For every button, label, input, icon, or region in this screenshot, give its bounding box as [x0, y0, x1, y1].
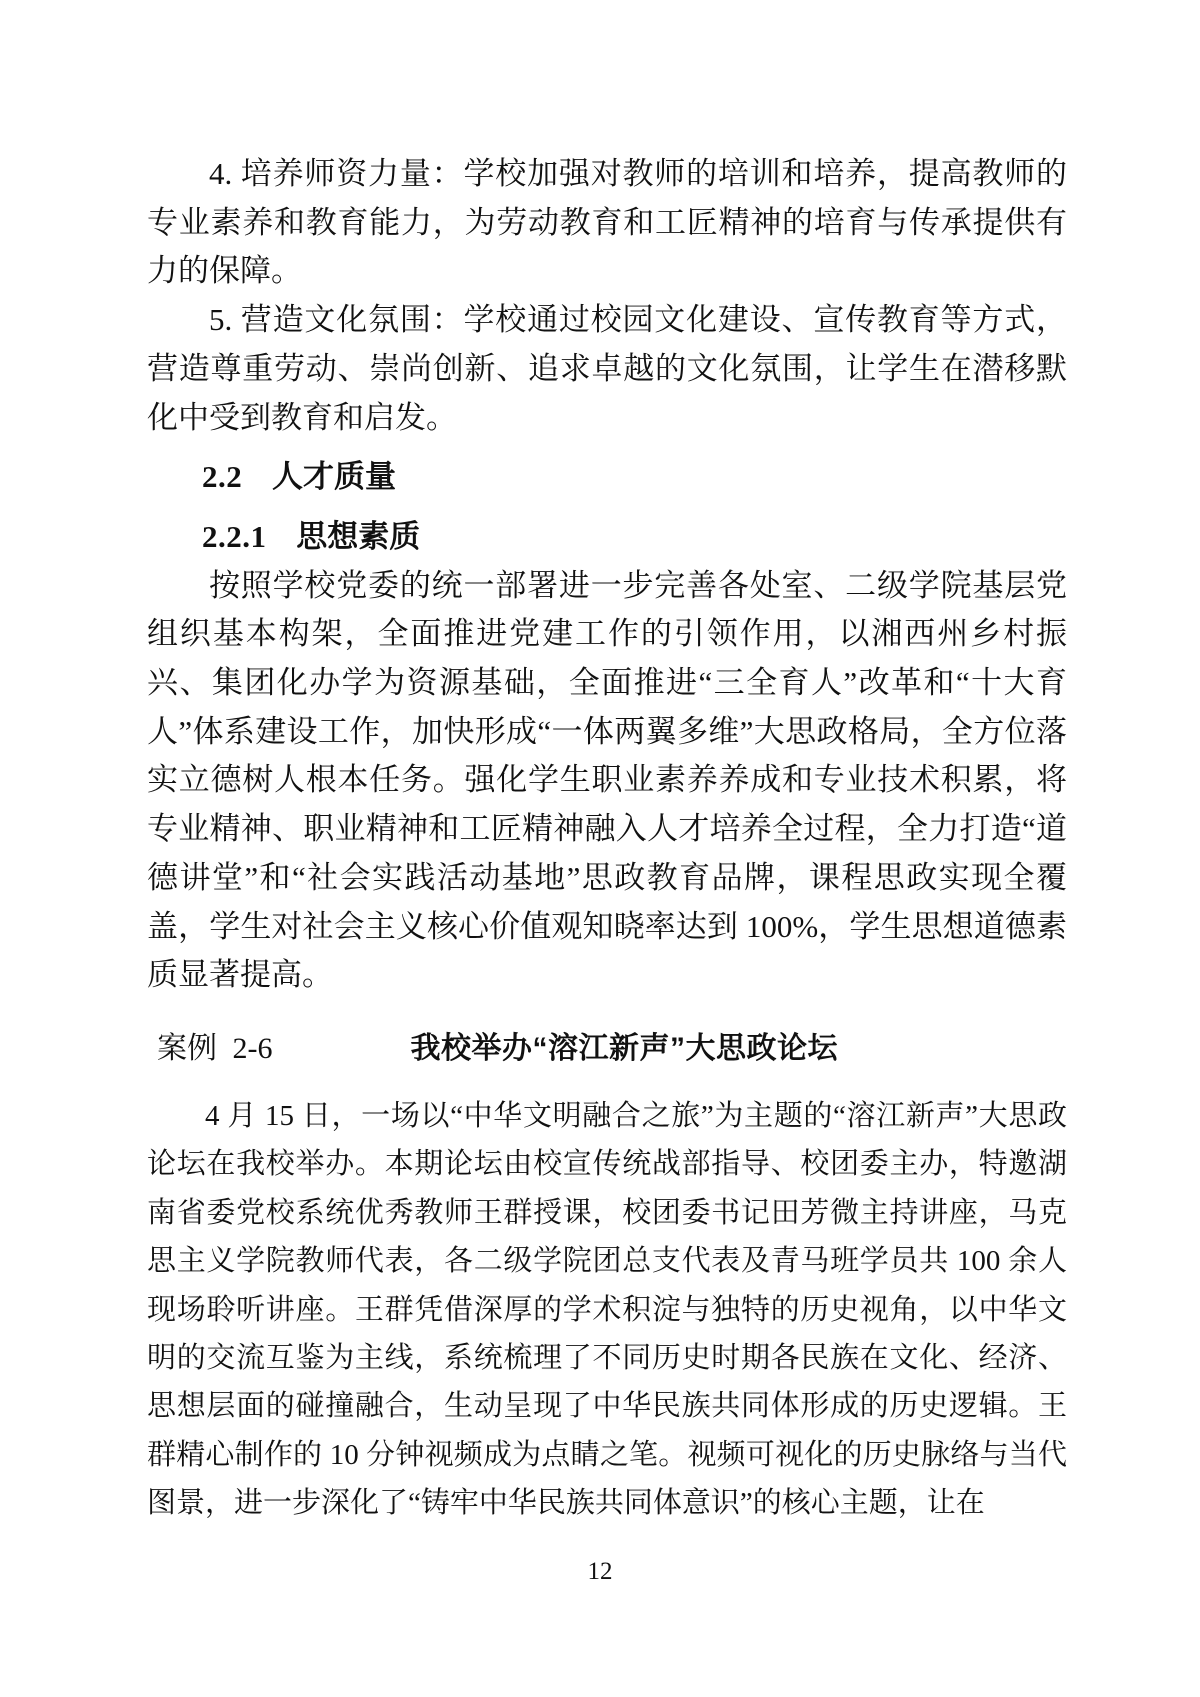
document-content — [147, 150, 1067, 1528]
case-study-label-number: 2-6 — [232, 1031, 273, 1065]
paragraph-ideology-quality: 按照学校党委的统一部署进一步完善各处室、二级学院基层党组织基本构架，全面推进党建工作的引领作用，以湘西州乡村振兴、集团化办学为资源基础，全面推进“三全育人”改革和“十大育人”体系建设工作，加快形成“一体两翼多维”大思政格局，全方位落实立德树人根本任务。强化学生职业素养养成和专业技术积累，将专业精神、职业精神和工匠精神融入人才培养全过程，全力打造“道德讲堂”和“社会实践活动基地”思政教育品牌，课程思政实现全覆盖，学生对社会主义核心价值观知晓率达到 100%，学生思想道德素质显著提高。 — [147, 567, 1067, 993]
section-heading-2-2-title: 人才质量 — [272, 459, 396, 495]
section-heading-2-2-number: 2.2 — [202, 459, 243, 495]
page-number: 12 — [587, 1558, 613, 1585]
paragraph-item-4: 4. 培养师资力量：学校加强对教师的培训和培养，提高教师的专业素养和教育能力，为劳动教育和工匠精神的培育与传承提供有力的保障。 — [147, 156, 1067, 289]
case-study-title: 我校举办“溶江新声”大思政论坛 — [410, 1031, 838, 1065]
section-heading-2-2 — [147, 453, 1067, 502]
case-study-heading — [147, 1025, 1067, 1073]
paragraph-item-5: 5. 营造文化氛围：学校通过校园文化建设、宣传教育等方式，营造尊重劳动、崇尚创新、追求卓越的文化氛围，让学生在潜移默化中受到教育和启发。 — [147, 302, 1067, 435]
section-heading-2-2-1-number: 2.2.1 — [202, 518, 267, 554]
case-study-body: 4 月 15 日，一场以“中华文明融合之旅”为主题的“溶江新声”大思政论坛在我校举办。本期论坛由校宣传统战部指导、校团委主办，特邀湖南省委党校系统优秀教师王群授课，校团委书记田芳微主持讲座，马克思主义学院教师代表，各二级学院团总支代表及青马班学员共 100 余人现场聆听讲座。王群凭借深厚的学术积淀与独特的历史视角，以中华文明的交流互鉴为主线，系统梳理了不同历史时期各民族在文化、经济、思想层面的碰撞融合，生动呈现了中华民族共同体形成的历史逻辑。王群精心制作的 10 分钟视频成为点睛之笔。视频可视化的历史脉络与当代图景，进一步深化了“铸牢中华民族共同体意识”的核心主题，让在 — [147, 1099, 1067, 1520]
case-study-label — [157, 1025, 273, 1073]
section-heading-2-2-1-title: 思想素质 — [296, 518, 421, 554]
section-heading-2-2-1 — [147, 513, 1067, 562]
case-study-label-cn: 案例 — [157, 1031, 217, 1065]
